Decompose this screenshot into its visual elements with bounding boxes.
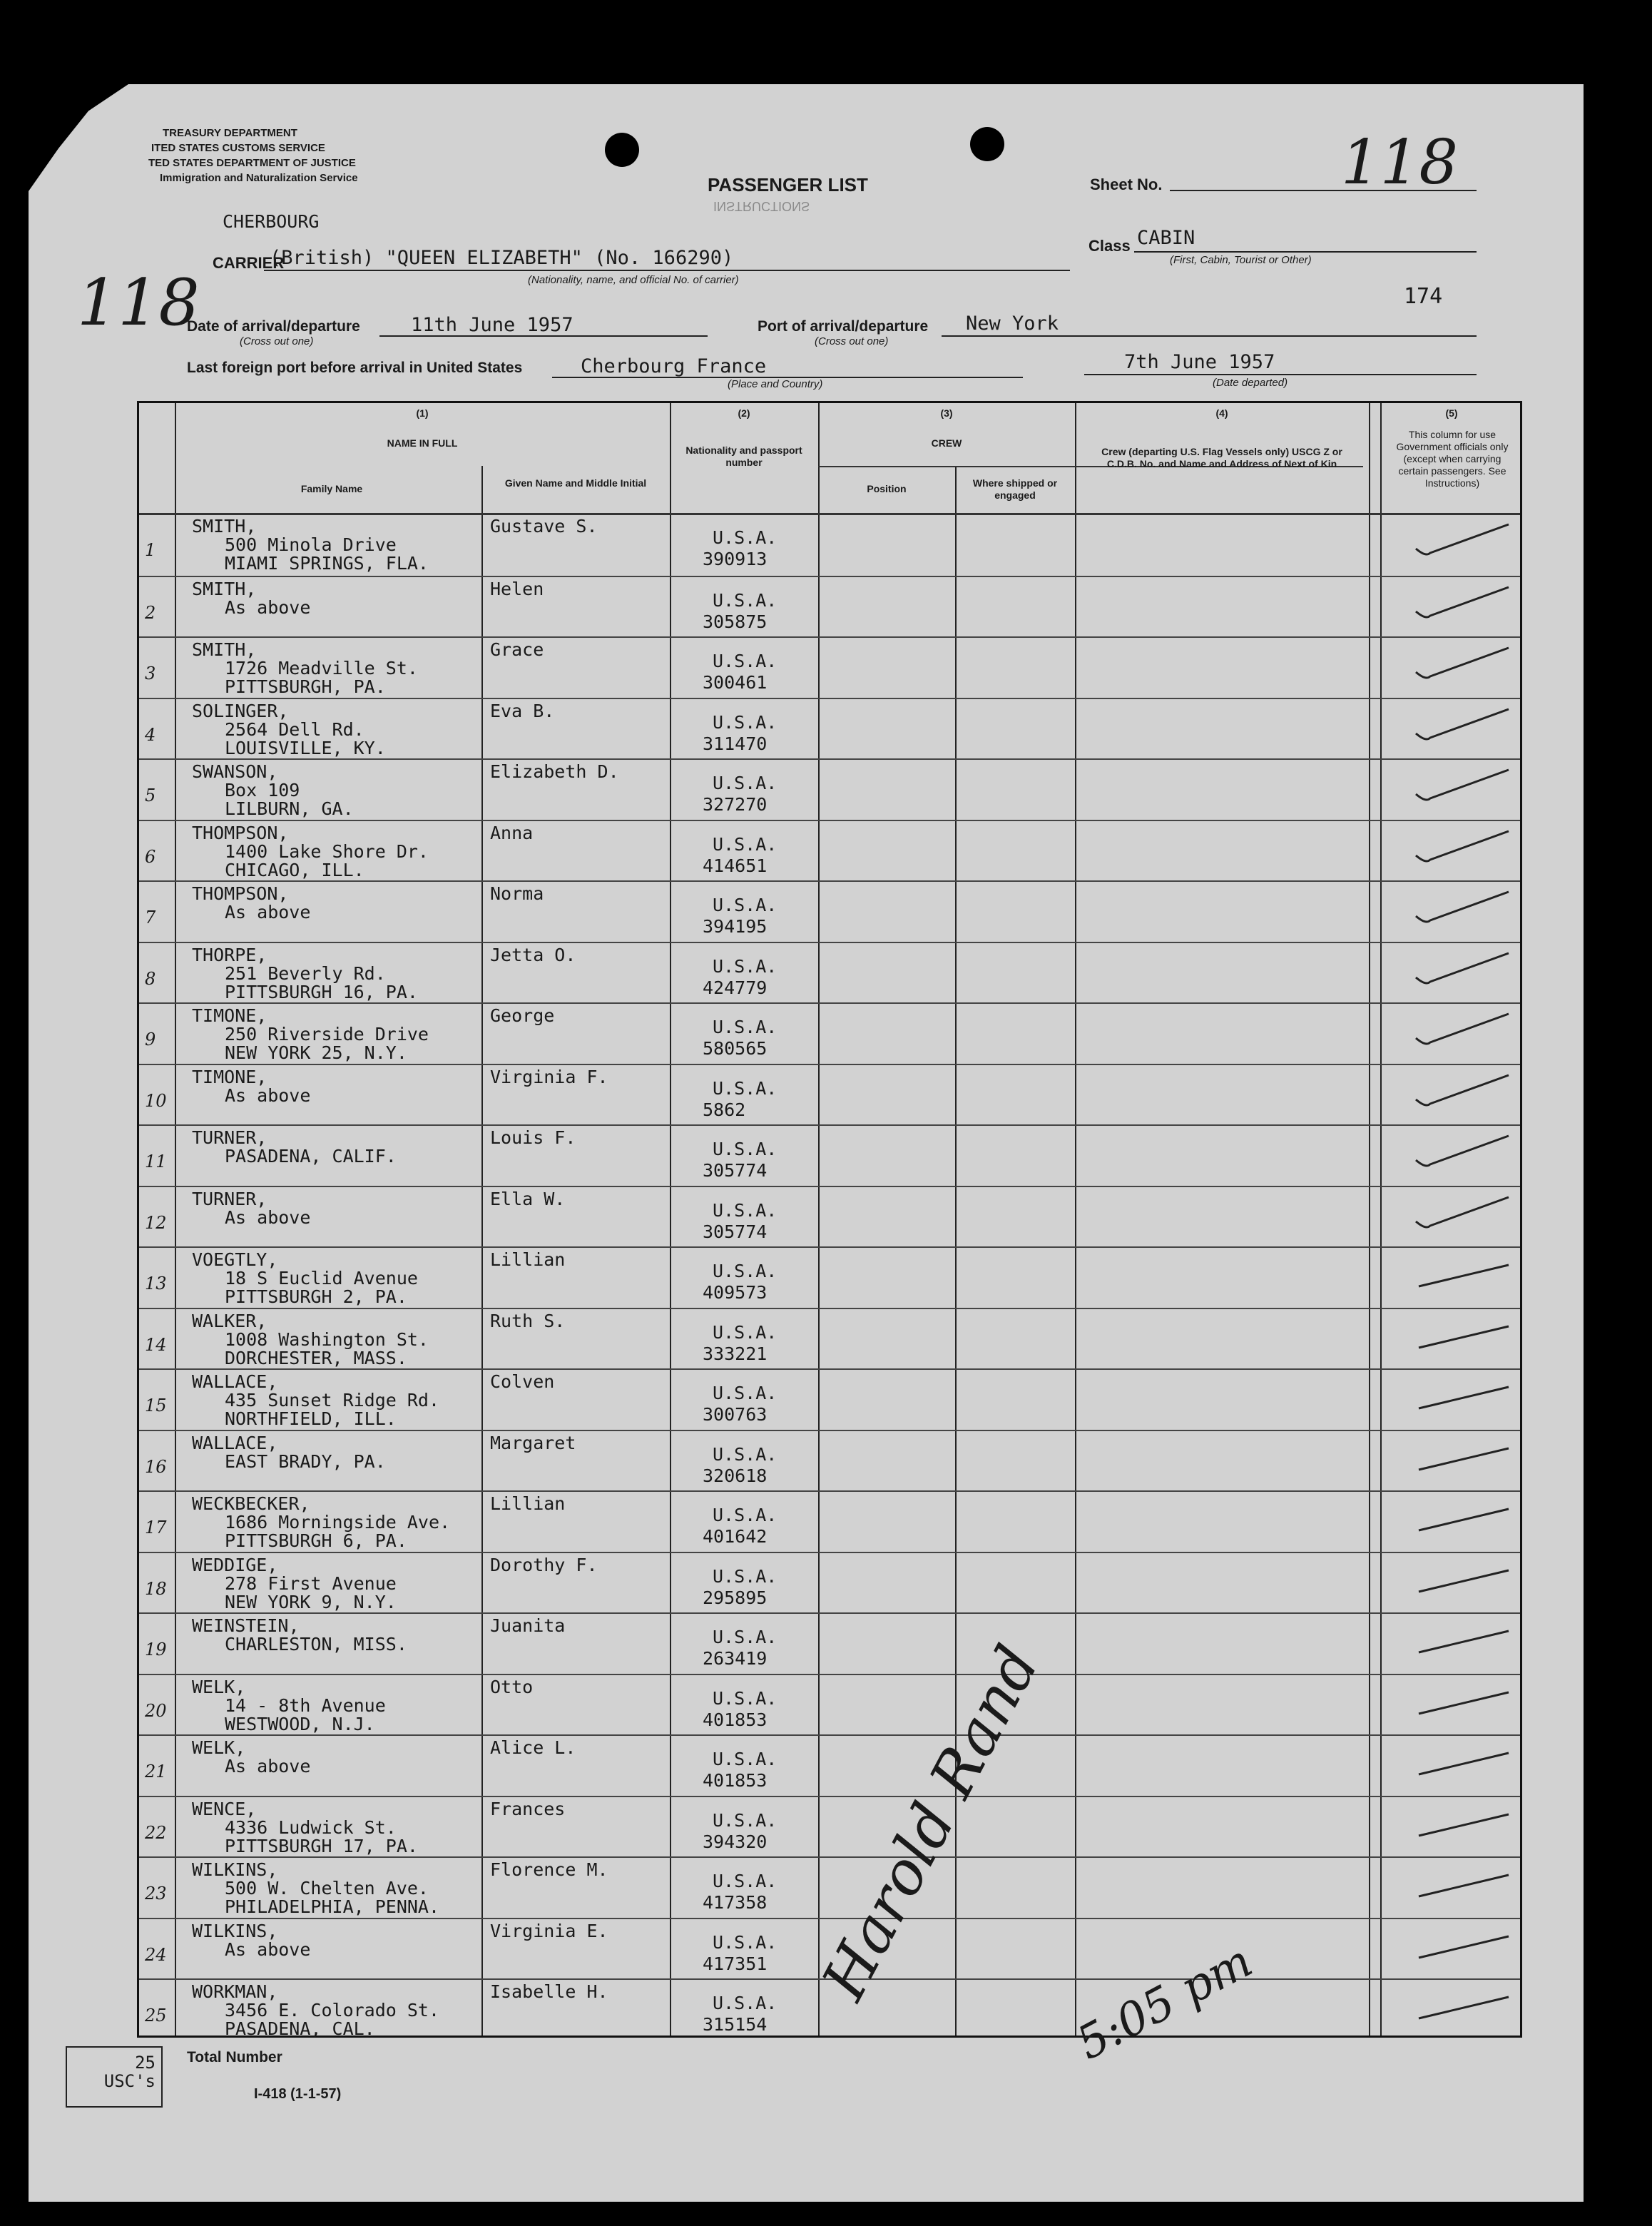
- given-name: Gustave S.: [490, 516, 598, 537]
- table-row: [139, 880, 1520, 943]
- passport-number: 401642: [703, 1526, 768, 1547]
- table-row: [139, 758, 1520, 821]
- table-row: [139, 1186, 1520, 1249]
- address-line: NEW YORK 25, N.Y.: [225, 1042, 407, 1063]
- nationality: U.S.A.: [713, 1199, 777, 1221]
- nationality: U.S.A.: [713, 1565, 777, 1587]
- table-row: [139, 1002, 1520, 1065]
- passport-number: 305875: [703, 611, 768, 632]
- col5-number: (5): [1445, 407, 1458, 419]
- passport-number: 320618: [703, 1465, 768, 1486]
- given-name: Anna: [490, 822, 534, 843]
- given-name: Elizabeth D.: [490, 761, 619, 782]
- address-line: WESTWOOD, N.J.: [225, 1713, 375, 1734]
- address-line: 1400 Lake Shore Dr.: [225, 840, 429, 862]
- col-given-header: Given Name and Middle Initial: [504, 477, 647, 489]
- nationality: U.S.A.: [713, 1871, 777, 1891]
- departed-value: 7th June 1957: [1124, 351, 1275, 373]
- port-caption: (Cross out one): [815, 335, 889, 347]
- check-mark-icon: [1409, 1438, 1516, 1481]
- passport-number: 401853: [703, 1709, 768, 1730]
- port-label: Port of arrival/departure: [758, 318, 929, 335]
- table-row: [139, 698, 1520, 761]
- given-name: Frances: [490, 1798, 566, 1819]
- arrival-caption: (Cross out one): [240, 335, 314, 347]
- address-line: 1008 Washington St.: [225, 1328, 429, 1350]
- address-line: CHICAGO, ILL.: [225, 859, 364, 880]
- punch-hole-left: [605, 133, 639, 167]
- family-name: WILKINS,: [192, 1920, 278, 1941]
- instructions-ghost: INSTRUCTIONS: [713, 199, 810, 213]
- passport-number: 414651: [703, 855, 768, 876]
- address-line: DORCHESTER, MASS.: [225, 1347, 407, 1368]
- address-line: 2564 Dell Rd.: [225, 718, 364, 740]
- address-line: PITTSBURGH, PA.: [225, 676, 386, 697]
- passport-number: 390913: [703, 549, 768, 569]
- given-name: Virginia E.: [490, 1920, 608, 1941]
- family-name: WALLACE,: [192, 1432, 278, 1453]
- row-number: 12: [145, 1212, 167, 1233]
- row-number: 10: [145, 1090, 167, 1111]
- address-line: PHILADELPHIA, PENNA.: [225, 1896, 440, 1917]
- table-row: [139, 820, 1520, 883]
- row-number: 6: [145, 846, 156, 867]
- family-name: WENCE,: [192, 1798, 257, 1819]
- carrier-value: (British) "QUEEN ELIZABETH" (No. 166290): [270, 247, 734, 269]
- address-line: 18 S Euclid Avenue: [225, 1268, 418, 1289]
- row-number: 18: [145, 1578, 167, 1599]
- family-name: SMITH,: [192, 639, 257, 660]
- check-mark-icon: [1409, 522, 1516, 564]
- passport-number: 580565: [703, 1038, 768, 1059]
- passport-number: 305774: [703, 1221, 768, 1242]
- passport-number: 295895: [703, 1587, 768, 1608]
- address-line: As above: [225, 1206, 311, 1228]
- check-mark-icon: [1409, 1560, 1516, 1603]
- row-number: 3: [145, 664, 156, 683]
- col3-title: CREW: [931, 437, 962, 449]
- given-name: Otto: [490, 1676, 534, 1697]
- passport-number: 300461: [703, 672, 768, 693]
- address-line: LILBURN, GA.: [225, 798, 354, 819]
- nationality: U.S.A.: [713, 1321, 777, 1343]
- family-name: TURNER,: [192, 1188, 267, 1209]
- table-row: [139, 1674, 1520, 1737]
- dept-line: TREASURY DEPARTMENT: [163, 127, 297, 139]
- col-family-header: Family Name: [300, 483, 363, 494]
- form-number: I-418 (1-1-57): [254, 2086, 342, 2102]
- dept-line: TED STATES DEPARTMENT OF JUSTICE: [148, 157, 356, 169]
- given-name: Virginia F.: [490, 1066, 608, 1087]
- passport-number: 394195: [703, 916, 768, 937]
- address-line: Box 109: [225, 780, 300, 801]
- nationality: U.S.A.: [713, 589, 777, 611]
- check-mark-icon: [1409, 1865, 1516, 1908]
- given-name: Lillian: [490, 1493, 566, 1514]
- family-name: WELK,: [192, 1737, 246, 1758]
- given-name: Margaret: [490, 1432, 576, 1453]
- family-name: SWANSON,: [192, 761, 278, 782]
- check-mark-icon: [1409, 1621, 1516, 1664]
- form-title: PASSENGER LIST: [708, 174, 868, 195]
- table-row: [139, 1796, 1520, 1859]
- row-number: 17: [145, 1518, 167, 1538]
- check-mark-icon: [1409, 950, 1516, 993]
- nationality: U.S.A.: [713, 773, 777, 793]
- nationality: U.S.A.: [713, 1505, 777, 1525]
- passport-number: 5862: [703, 1099, 746, 1120]
- passport-number: 409573: [703, 1282, 768, 1303]
- address-line: 500 Minola Drive: [225, 534, 397, 555]
- nationality: U.S.A.: [713, 1383, 777, 1403]
- table-row: [139, 1124, 1520, 1187]
- check-mark-icon: [1409, 1926, 1516, 1969]
- port-top: CHERBOURG: [223, 211, 320, 232]
- nationality: U.S.A.: [713, 1687, 777, 1709]
- arrival-label: Date of arrival/departure: [187, 318, 360, 335]
- check-mark-icon: [1409, 1377, 1516, 1420]
- col-position-header: Position: [867, 483, 907, 494]
- table-row: [139, 636, 1520, 699]
- passport-number: 401853: [703, 1770, 768, 1791]
- table-row: [139, 576, 1520, 639]
- nationality: U.S.A.: [713, 1077, 777, 1099]
- row-number: 23: [145, 1884, 167, 1904]
- stamp-number: 174: [1404, 284, 1443, 309]
- row-number: 5: [145, 786, 156, 805]
- table-row: [139, 1308, 1520, 1371]
- address-line: 251 Beverly Rd.: [225, 962, 386, 984]
- family-name: THOMPSON,: [192, 883, 289, 904]
- address-line: PITTSBURGH 17, PA.: [225, 1835, 418, 1856]
- sheet-number: 118: [1341, 127, 1459, 198]
- nationality: U.S.A.: [713, 651, 777, 671]
- family-name: WEINSTEIN,: [192, 1615, 300, 1636]
- arrival-line: [379, 335, 708, 337]
- given-name: Ella W.: [490, 1188, 566, 1209]
- punch-hole-right: [970, 127, 1004, 161]
- dept-line: ITED STATES CUSTOMS SERVICE: [151, 142, 325, 154]
- given-name: Helen: [490, 578, 544, 599]
- table-row: [139, 942, 1520, 1005]
- passport-number: 327270: [703, 794, 768, 815]
- family-name: WORKMAN,: [192, 1981, 278, 2002]
- row-number: 1: [145, 540, 156, 560]
- address-line: 4336 Ludwick St.: [225, 1816, 397, 1838]
- given-name: Colven: [490, 1371, 555, 1392]
- check-mark-icon: [1409, 828, 1516, 871]
- class-caption: (First, Cabin, Tourist or Other): [1170, 254, 1312, 266]
- given-name: George: [490, 1005, 555, 1026]
- address-line: PITTSBURGH 2, PA.: [225, 1286, 407, 1307]
- address-line: 14 - 8th Avenue: [225, 1694, 386, 1716]
- torn-corner: [29, 84, 128, 191]
- class-value: CABIN: [1137, 227, 1195, 249]
- row-number: 22: [145, 1822, 167, 1843]
- arrival-value: 11th June 1957: [411, 314, 573, 336]
- row-number: 16: [145, 1456, 167, 1477]
- row-number: 19: [145, 1640, 167, 1660]
- col4-number: (4): [1215, 407, 1228, 419]
- given-name: Ruth S.: [490, 1310, 566, 1331]
- nationality: U.S.A.: [713, 527, 777, 548]
- nationality: U.S.A.: [713, 895, 777, 915]
- passport-number: 394320: [703, 1831, 768, 1852]
- table-row: [139, 1368, 1520, 1431]
- passport-number: 424779: [703, 977, 768, 998]
- passport-number: 305774: [703, 1160, 768, 1181]
- row-number: 8: [145, 968, 156, 989]
- table-row: [139, 1064, 1520, 1127]
- check-mark-icon: [1409, 706, 1516, 749]
- departed-caption: (Date departed): [1213, 377, 1288, 389]
- check-mark-icon: [1409, 1255, 1516, 1298]
- given-name: Grace: [490, 639, 544, 660]
- row-number: 7: [145, 908, 156, 928]
- col1-number: (1): [416, 407, 429, 419]
- row-number: 13: [145, 1274, 167, 1294]
- address-line: PITTSBURGH 6, PA.: [225, 1530, 407, 1551]
- passport-number: 333221: [703, 1343, 768, 1364]
- nationality: U.S.A.: [713, 711, 777, 733]
- address-line: As above: [225, 1084, 311, 1106]
- check-mark-icon: [1409, 1743, 1516, 1786]
- table-row: [139, 1734, 1520, 1797]
- passport-number: 300763: [703, 1404, 768, 1425]
- family-name: TIMONE,: [192, 1066, 267, 1087]
- carrier-line: [264, 270, 1070, 271]
- total-box: 25 USC's: [66, 2046, 163, 2108]
- last-port-label: Last foreign port before arrival in United States: [187, 360, 523, 376]
- port-line: [942, 335, 1477, 337]
- check-mark-icon: [1409, 1987, 1516, 2030]
- nationality: U.S.A.: [713, 1139, 777, 1159]
- table-row: [139, 1246, 1520, 1309]
- family-name: THOMPSON,: [192, 822, 289, 843]
- family-name: THORPE,: [192, 944, 267, 965]
- passport-number: 315154: [703, 2014, 768, 2035]
- family-name: SOLINGER,: [192, 700, 289, 721]
- carrier-caption: (Nationality, name, and official No. of carrier): [528, 274, 739, 286]
- departed-line: [1084, 374, 1477, 375]
- family-name: WEDDIGE,: [192, 1554, 278, 1575]
- given-name: Florence M.: [490, 1859, 608, 1880]
- given-name: Louis F.: [490, 1127, 576, 1148]
- nationality: U.S.A.: [713, 1931, 777, 1953]
- nationality: U.S.A.: [713, 833, 777, 855]
- given-name: Eva B.: [490, 700, 555, 721]
- nationality: U.S.A.: [713, 1017, 777, 1037]
- given-name: Lillian: [490, 1249, 566, 1270]
- family-name: WELK,: [192, 1676, 246, 1697]
- total-label: Total Number: [187, 2049, 282, 2065]
- col2-number: (2): [738, 407, 750, 419]
- given-name: Alice L.: [490, 1737, 576, 1758]
- passenger-rows: [139, 514, 1520, 2039]
- address-line: 1726 Meadville St.: [225, 658, 418, 679]
- check-mark-icon: [1409, 1133, 1516, 1176]
- address-line: CHARLESTON, MISS.: [225, 1634, 407, 1655]
- col2-title: Nationality and passport number: [685, 444, 802, 468]
- table-row: [139, 514, 1520, 576]
- passport-number: 417358: [703, 1892, 768, 1913]
- address-line: As above: [225, 902, 311, 923]
- check-mark-icon: [1409, 584, 1516, 627]
- nationality: U.S.A.: [713, 955, 777, 977]
- sheet-label: Sheet No.: [1090, 176, 1163, 193]
- check-mark-icon: [1409, 1499, 1516, 1542]
- address-line: As above: [225, 1938, 311, 1960]
- class-line: [1134, 251, 1477, 253]
- check-mark-icon: [1409, 767, 1516, 810]
- nationality: U.S.A.: [713, 1261, 777, 1281]
- carrier-label: CARRIER: [213, 254, 285, 272]
- table-row: [139, 1430, 1520, 1493]
- address-line: 278 First Avenue: [225, 1572, 397, 1594]
- address-line: As above: [225, 596, 311, 618]
- check-mark-icon: [1409, 1194, 1516, 1237]
- family-name: WALLACE,: [192, 1371, 278, 1392]
- col4-title: Crew (departing U.S. Flag Vessels only) USCG Z or C.D.B. No. and Name and Address of Next of Kin: [1101, 446, 1342, 469]
- row-number: 24: [145, 1944, 167, 1965]
- signature-time: 5:05 pm: [1069, 1934, 1261, 2071]
- address-line: 3456 E. Colorado St.: [225, 2000, 440, 2021]
- given-name: Juanita: [490, 1615, 566, 1636]
- passport-number: 417351: [703, 1953, 768, 1974]
- table-row: [139, 1612, 1520, 1675]
- address-line: 1686 Morningside Ave.: [225, 1512, 451, 1533]
- nationality: U.S.A.: [713, 1749, 777, 1769]
- nationality: U.S.A.: [713, 1443, 777, 1465]
- nationality: U.S.A.: [713, 1627, 777, 1647]
- check-mark-icon: [1409, 1316, 1516, 1359]
- last-port-value: Cherbourg France: [581, 355, 767, 377]
- address-line: NEW YORK 9, N.Y.: [225, 1591, 397, 1612]
- given-name: Jetta O.: [490, 944, 576, 965]
- nationality: U.S.A.: [713, 1993, 777, 2013]
- given-name: Isabelle H.: [490, 1981, 608, 2002]
- check-mark-icon: [1409, 1804, 1516, 1847]
- passenger-table: [137, 401, 1522, 2038]
- col1-title: NAME IN FULL: [387, 437, 458, 449]
- table-row: [139, 1856, 1520, 1919]
- family-name: SMITH,: [192, 516, 257, 537]
- last-port-caption: (Place and Country): [728, 378, 823, 390]
- check-mark-icon: [1409, 645, 1516, 688]
- row-number: 15: [145, 1396, 167, 1416]
- class-label: Class: [1088, 237, 1131, 255]
- address-line: As above: [225, 1756, 311, 1777]
- row-number: 11: [145, 1152, 167, 1172]
- col-shipped-header: Where shipped or engaged: [972, 477, 1058, 501]
- address-line: 435 Sunset Ridge Rd.: [225, 1390, 440, 1411]
- row-number: 9: [145, 1030, 156, 1050]
- col3-number: (3): [940, 407, 953, 419]
- address-line: PASADENA, CALIF.: [225, 1146, 397, 1167]
- family-name: WILKINS,: [192, 1859, 278, 1880]
- official-signature: Harold Rand: [808, 1635, 1053, 2011]
- address-line: 250 Riverside Drive: [225, 1024, 429, 1045]
- family-name: TURNER,: [192, 1127, 267, 1148]
- address-line: PITTSBURGH 16, PA.: [225, 981, 418, 1002]
- check-mark-icon: [1409, 1011, 1516, 1054]
- passport-number: 311470: [703, 733, 768, 754]
- check-mark-icon: [1409, 1682, 1516, 1725]
- col5-title: This column for use Government officials only (except when carrying certain passengers. See Instructions): [1396, 429, 1509, 489]
- given-name: Dorothy F.: [490, 1554, 598, 1575]
- table-row: [139, 1552, 1520, 1615]
- address-line: NORTHFIELD, ILL.: [225, 1408, 397, 1429]
- family-name: TIMONE,: [192, 1005, 267, 1026]
- nationality: U.S.A.: [713, 1809, 777, 1831]
- given-name: Norma: [490, 883, 544, 904]
- row-number: 21: [145, 1762, 167, 1782]
- row-number: 14: [145, 1334, 167, 1355]
- dept-line: Immigration and Naturalization Service: [160, 172, 358, 184]
- address-line: PASADENA, CAL.: [225, 2018, 375, 2039]
- row-number: 4: [145, 724, 156, 745]
- port-value: New York: [966, 312, 1059, 335]
- address-line: 500 W. Chelten Ave.: [225, 1878, 429, 1899]
- check-mark-icon: [1409, 889, 1516, 932]
- row-number: 25: [145, 2006, 167, 2026]
- address-line: LOUISVILLE, KY.: [225, 737, 386, 758]
- address-line: MIAMI SPRINGS, FLA.: [225, 553, 429, 574]
- check-mark-icon: [1409, 1072, 1516, 1115]
- row-number: 2: [145, 602, 156, 623]
- family-name: SMITH,: [192, 578, 257, 599]
- family-name: VOEGTLY,: [192, 1249, 278, 1270]
- department-block: [148, 126, 358, 186]
- table-row: [139, 1490, 1520, 1553]
- row-number: 20: [145, 1700, 167, 1721]
- family-name: WALKER,: [192, 1310, 267, 1331]
- address-line: EAST BRADY, PA.: [225, 1450, 386, 1472]
- passport-number: 263419: [703, 1648, 768, 1669]
- family-name: WECKBECKER,: [192, 1493, 310, 1514]
- margin-number: 118: [77, 265, 200, 340]
